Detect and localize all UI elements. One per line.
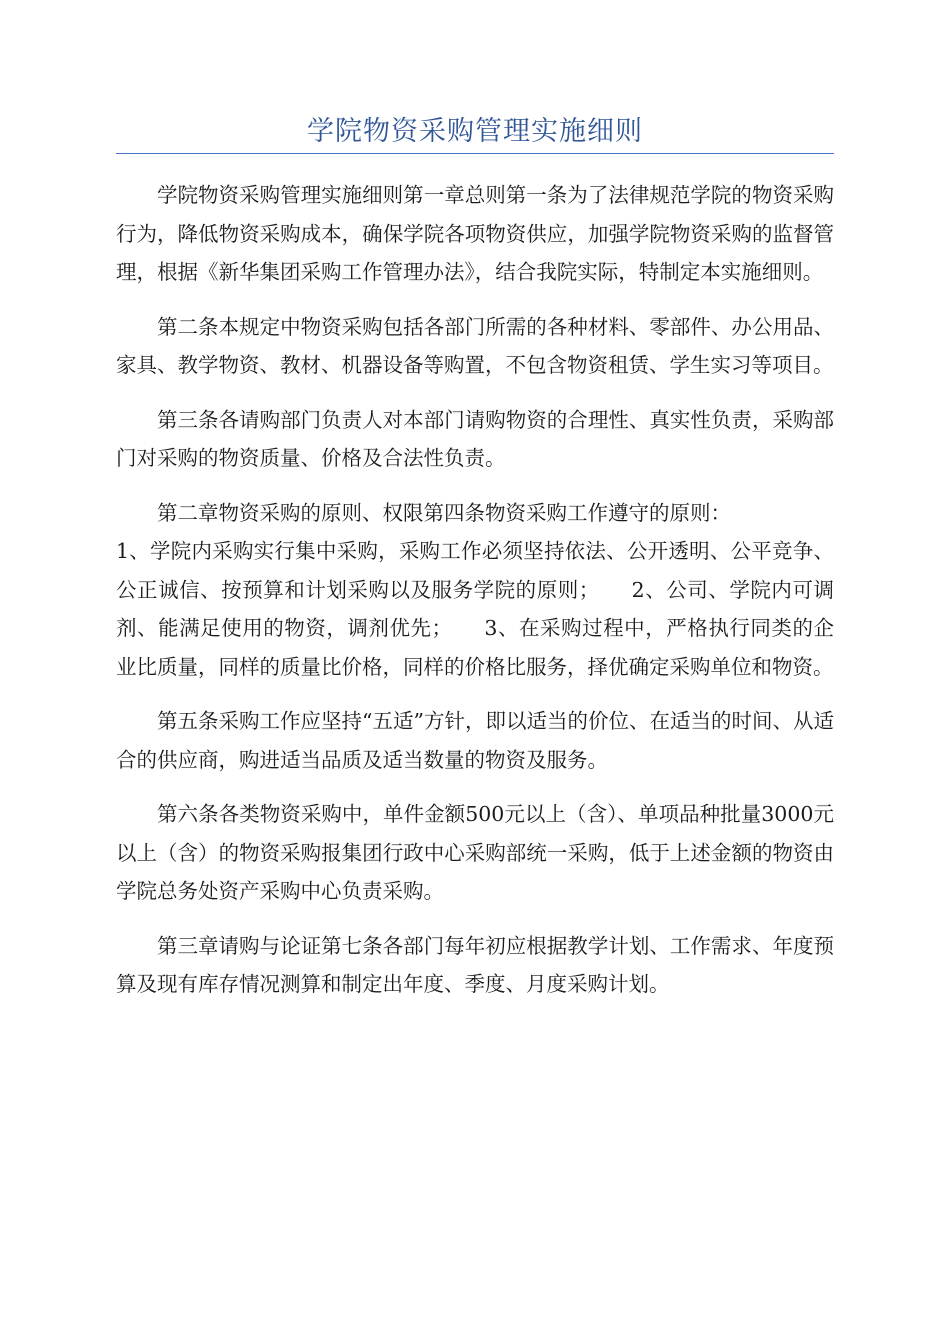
document-title: 学院物资采购管理实施细则 (307, 116, 643, 147)
paragraph-2: 第二条本规定中物资采购包括各部门所需的各种材料、零部件、办公用品、家具、教学物资、教材、机器设备等购置，不包含物资租赁、学生实习等项目。 (116, 314, 834, 377)
paragraph-3: 第三条各请购部门负责人对本部门请购物资的合理性、真实性负责，采购部门对采购的物资质量、价格及合法性负责。 (116, 407, 834, 470)
paragraph-4-heading: 第二章物资采购的原则、权限第四条物资采购工作遵守的原则： (157, 500, 731, 525)
paragraph-4-list: 1、学院内采购实行集中采购，采购工作必须坚持依法、公开透明、公平竞争、公正诚信、按预算和计划采购以及服务学院的原则； 2、公司、学院内可调剂、能满足使用的物资，调剂优先； 3、在采购过程中，严格执行同类的企业比质量，同样的质量比价格，同样的价格比服务，择优确定采购单位和物资。 (116, 539, 834, 679)
paragraph-6: 第六条各类物资采购中，单件金额500元以上（含）、单项品种批量3000元以上（含）的物资采购报集团行政中心采购部统一采购，低于上述金额的物资由学院总务处资产采购中心负责采购。 (116, 802, 834, 903)
title-underline (116, 153, 834, 154)
document-body (116, 176, 834, 1020)
paragraph-7: 第三章请购与论证第七条各部门每年初应根据教学计划、工作需求、年度预算及现有库存情况测算和制定出年度、季度、月度采购计划。 (116, 933, 834, 996)
paragraph-5: 第五条采购工作应坚持“五适”方针，即以适当的价位、在适当的时间、从适合的供应商，购进适当品质及适当数量的物资及服务。 (116, 709, 834, 772)
paragraph-1: 学院物资采购管理实施细则第一章总则第一条为了法律规范学院的物资采购行为，降低物资采购成本，确保学院各项物资供应，加强学院物资采购的监督管理，根据《新华集团采购工作管理办法》，结合我院实际，特制定本实施细则。 (116, 183, 834, 284)
